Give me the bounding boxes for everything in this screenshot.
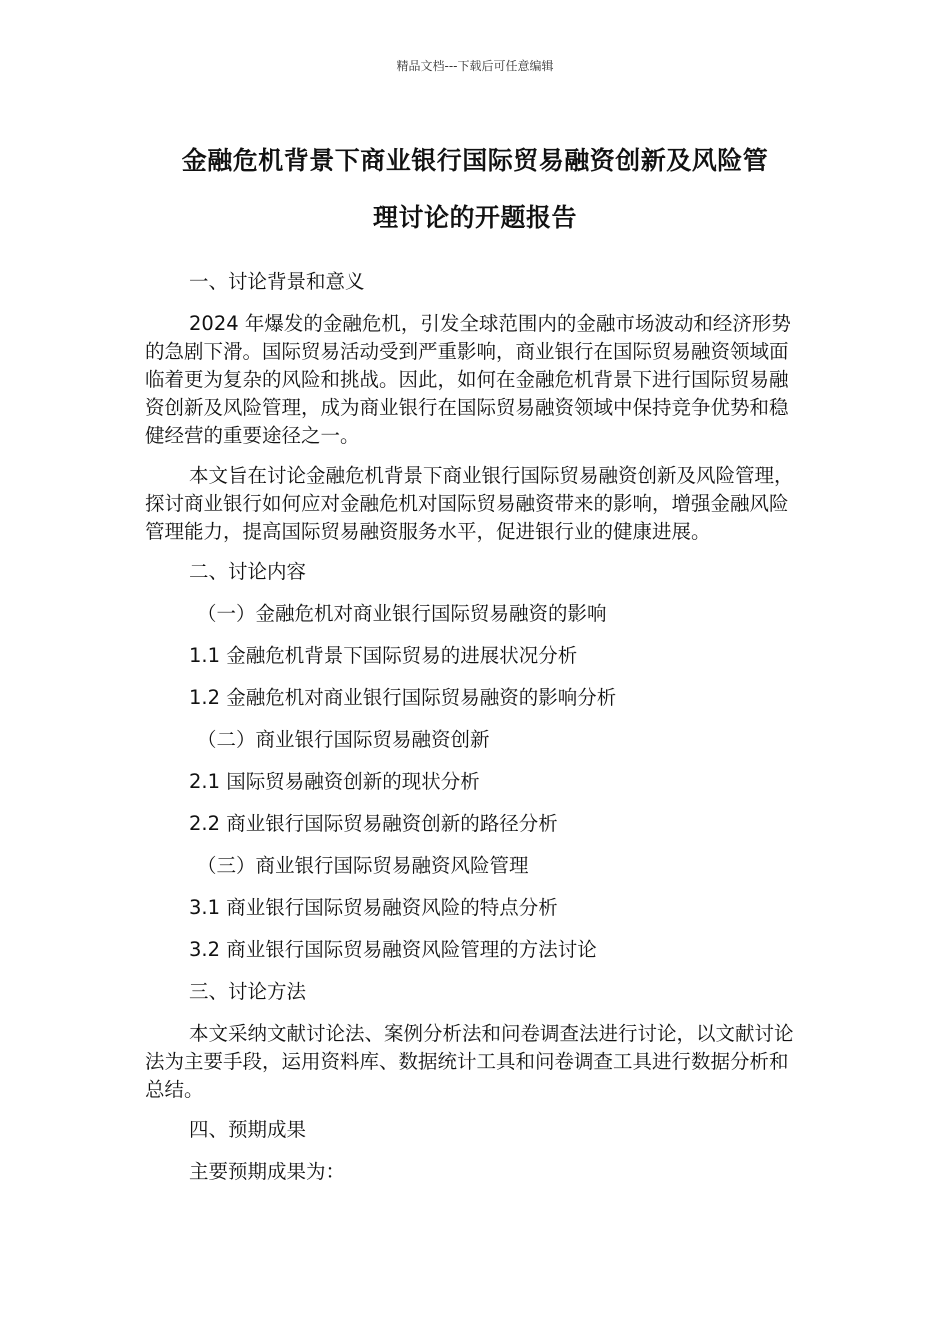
section-heading-2: 二、讨论内容	[189, 560, 307, 583]
title-line-1: 金融危机背景下商业银行国际贸易融资创新及风险管	[181, 146, 769, 175]
paragraph-expected-results: 主要预期成果为：	[189, 1160, 346, 1183]
item-3-2: 3.2 商业银行国际贸易融资风险管理的方法讨论	[189, 938, 597, 961]
item-2-1: 2.1 国际贸易融资创新的现状分析	[189, 770, 480, 793]
document-title	[100, 132, 850, 246]
section-heading-1: 一、讨论背景和意义	[189, 270, 365, 293]
section-heading-3: 三、讨论方法	[189, 980, 307, 1003]
item-3-1: 3.1 商业银行国际贸易融资风险的特点分析	[189, 896, 558, 919]
subsection-2: （二）商业银行国际贸易融资创新	[197, 728, 490, 751]
title-line-2: 理讨论的开题报告	[372, 203, 577, 232]
paragraph-methods: 本文采纳文献讨论法、案例分析法和问卷调查法进行讨论，以文献讨论法为主要手段，运用资料库、数据统计工具和问卷调查工具进行数据分析和总结。	[145, 1022, 794, 1101]
item-1-2: 1.2 金融危机对商业银行国际贸易融资的影响分析	[189, 686, 617, 709]
subsection-3: （三）商业银行国际贸易融资风险管理	[197, 854, 529, 877]
section-heading-4: 四、预期成果	[189, 1118, 307, 1141]
paragraph-purpose: 本文旨在讨论金融危机背景下商业银行国际贸易融资创新及风险管理，探讨商业银行如何应对金融危机对国际贸易融资带来的影响，增强金融风险管理能力，提高国际贸易融资服务水平，促进银行业的健康进展。	[145, 464, 794, 543]
subsection-1: （一）金融危机对商业银行国际贸易融资的影响	[197, 602, 607, 625]
paragraph-background: 2024 年爆发的金融危机，引发全球范围内的金融市场波动和经济形势的急剧下滑。国际贸易活动受到严重影响，商业银行在国际贸易融资领域面临着更为复杂的风险和挑战。因此，如何在金融危机背景下进行国际贸易融资创新及风险管理，成为商业银行在国际贸易融资领域中保持竞争优势和稳健经营的重要途径之一。	[145, 312, 791, 447]
item-1-1: 1.1 金融危机背景下国际贸易的进展状况分析	[189, 644, 578, 667]
page-header: 精品文档---下载后可任意编辑	[396, 59, 554, 73]
item-2-2: 2.2 商业银行国际贸易融资创新的路径分析	[189, 812, 558, 835]
document-body	[145, 268, 807, 1200]
